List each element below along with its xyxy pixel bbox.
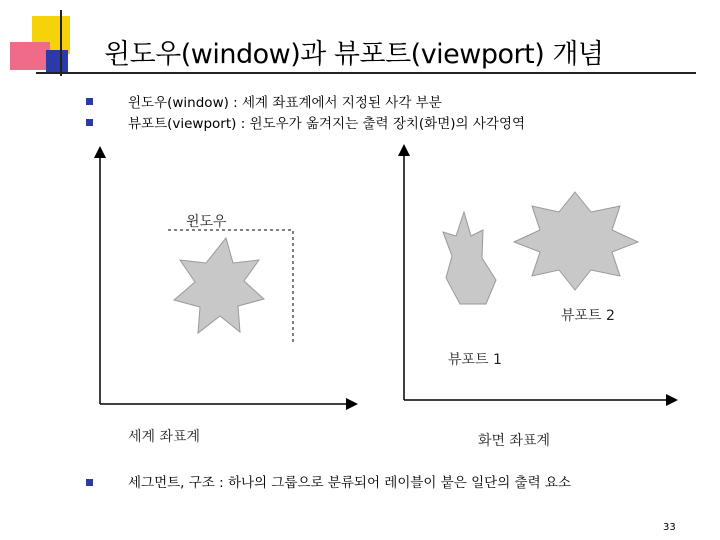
page-number: 33: [663, 522, 676, 533]
bullet-text-segment: 세그먼트, 구조 : 하나의 그룹으로 분류되어 레이블이 붙은 일단의 출력 요소: [128, 475, 571, 491]
viewport1-label: 뷰포트 1: [448, 352, 502, 368]
bullet-text-window: 윈도우(window) : 세계 좌표계에서 지정된 사각 부분: [128, 95, 442, 111]
viewport2-label: 뷰포트 2: [561, 308, 615, 324]
world-coordinate-label: 세계 좌표계: [128, 429, 201, 445]
viewport1-shape: [443, 212, 496, 304]
window-label: 윈도우: [186, 214, 227, 230]
page-title: 윈도우(window)과 뷰포트(viewport) 개념: [104, 39, 604, 70]
viewport2-shape: [514, 192, 638, 290]
screen-coordinate-label: 화면 좌표계: [478, 433, 551, 449]
bullet-text-viewport: 뷰포트(viewport) : 윈도우가 옮겨지는 출력 장치(화면)의 사각영역: [128, 116, 526, 132]
world-star-shape: [174, 238, 264, 333]
